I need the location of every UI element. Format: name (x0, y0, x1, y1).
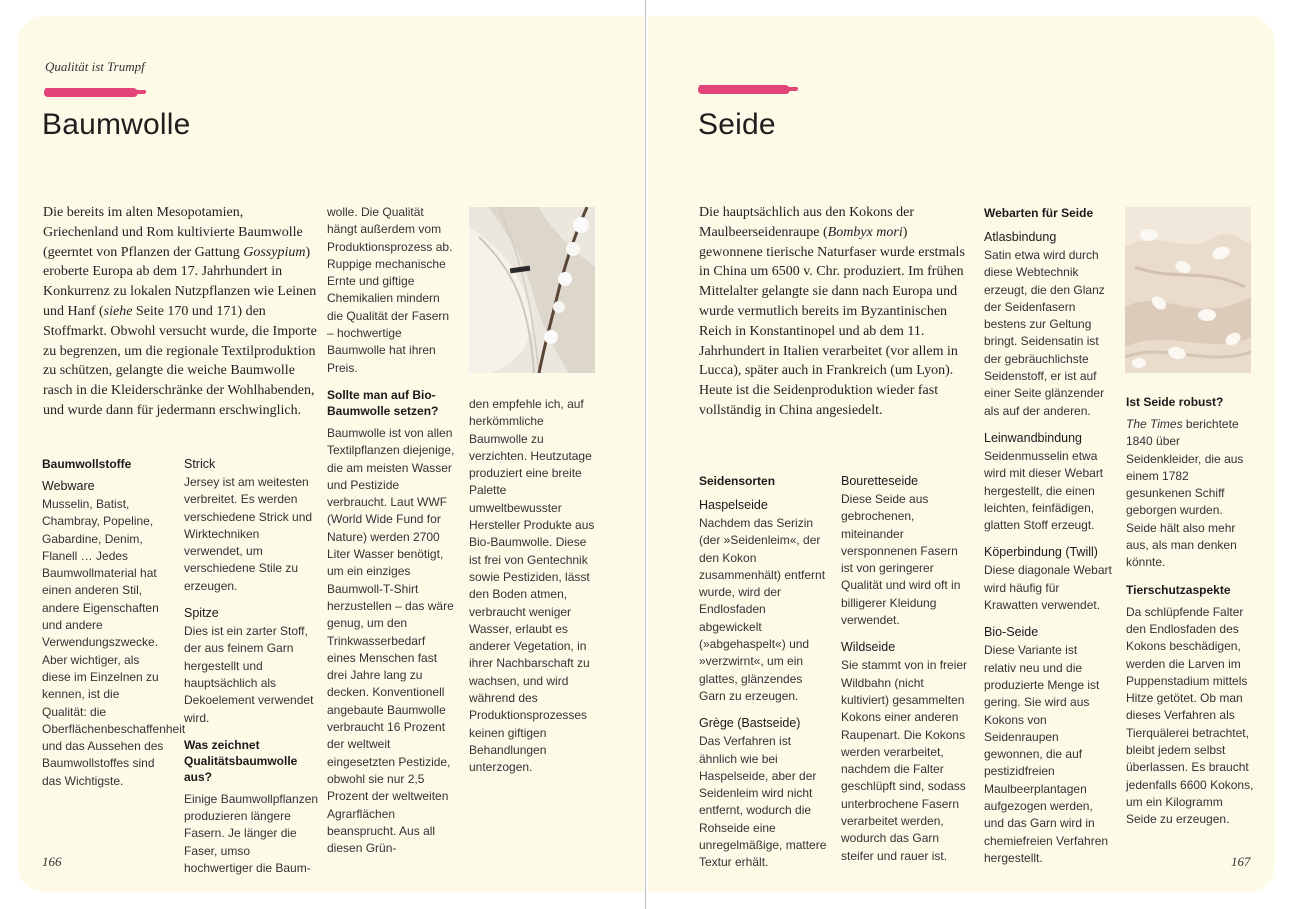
strick-text: Jersey ist am weitesten verbreitet. Es werden verschiedene Strick und Wirktechniken verwendet, um verschiedene Stile zu erzeugen. (184, 475, 313, 593)
baumwolle-intro: Die bereits im alten Mesopotamien, Griechenland und Rom kultivierte Baumwolle (geerntet von Pflanzen der Gattung Gossypium) eroberte Europa ab dem 17. Jahrhundert in Konkurrenz zu lokalen Nutzpflanzen wie Leinen und Hanf (siehe Seite 170 und 171) den Stoffmarkt. Obwohl versucht wurde, die Importe zu begrenzen, um die regionale Textilproduktion zu schützen, gelangte die weiche Baumwolle rasch in die Kleiderschränke der Wohlhabenden, und wurde dann für jedermann erschwinglich. (43, 205, 317, 418)
wildseide-heading: Wildseide (841, 640, 896, 655)
qualitaet-heading: Was zeichnet Qualitätsbaumwolle aus? (184, 737, 298, 784)
baumwollstoffe-heading: Baumwollstoffe (42, 457, 132, 471)
bouretteseide-text: Diese Seide aus gebrochenen, miteinander versponnenen Fasern ist von geringerer Qualität und wird oft in billigerer Kleidung verwendet. (841, 492, 961, 628)
seide-robust-heading: Ist Seide robust? (1126, 395, 1224, 409)
bio-baumwolle-column (327, 204, 455, 867)
bio-seide-heading: Bio-Seide (984, 625, 1039, 640)
seide-title: Seide (698, 108, 776, 141)
tierschutz-text: Da schlüpfende Falter den Endlosfaden des Kokons beschädigen, werden die Larven im Puppenstadium mittels Hitze getötet. Ob man dieses Verfahren als Tierquälerei betrachtet, bleibt jedem selbst überlassen. Es braucht jedenfalls 6600 Kokons, um ein Kilogramm Seide zu erzeugen. (1126, 604, 1254, 827)
pink-brush-stroke-left (43, 88, 139, 97)
bio-baumwolle-continued-column (469, 396, 597, 787)
koeperbindung-heading: Köperbindung (Twill) (984, 545, 1098, 560)
qualitaet-text: Einige Baumwollpflanzen produzieren längere Fasern. Je länger die Faser, umso hochwertiger die Baum- (184, 791, 319, 876)
spitze-text: Dies ist ein zarter Stoff, der aus feinem Garn hergestellt und hauptsächlich als Dekoelement verwendet wird. (184, 624, 314, 725)
baumwolle-title: Baumwolle (42, 108, 191, 141)
leinwandbindung-heading: Leinwandbindung (984, 430, 1083, 445)
haspelseide-heading: Haspelseide (699, 498, 768, 512)
grege-heading: Grège (Bastseide) (699, 716, 801, 731)
silk-cocoons-image (1125, 207, 1251, 373)
tierschutz-heading: Tierschutzaspekte (1126, 582, 1231, 597)
pink-brush-stroke-right (697, 85, 791, 94)
qualitaet-continued-text: wolle. Die Qualität hängt außerdem vom Produktionsprozess ab. Ruppige mechanische Ernte und giftige Chemikalien mindern die Qualität der Fasern – hochwertige Baumwolle hat ihren Preis. (327, 205, 453, 375)
bio-baumwolle-continued-text: den empfehle ich, auf herkömmliche Baumwolle zu verzichten. Heutzutage produziert eine breite Palette umweltbewusster Hersteller Produkte aus Bio-Baumwolle. Diese ist frei von Gentechnik sowie Pestiziden, lässt den Boden atmen, verbraucht weniger Wasser, erlaubt es anderer Vegetation, in ihrer Nachbarschaft zu wachsen, und wird während des Produktionsprozesses keinen giftigen Behandlungen unterzogen. (469, 397, 595, 775)
webarten-column (984, 205, 1112, 877)
seidensorten-heading: Seidensorten (699, 474, 776, 488)
webware-text: Musselin, Batist, Chambray, Popeline, Gabardine, Denim, Flanell … Jedes Baumwollmaterial hat einen anderen Stil, andere Eigenschaften und andere Verwendungszwecke. Aber wichtiger, als diese im Einzelnen zu kennen, ist die Qualität: die Oberflächenbeschaffenheit und das Aussehen des Baumwollstoffes sind das Wichtigste. (42, 497, 186, 788)
wildseide-text: Sie stammt von in freier Wildbahn (nicht kultiviert) gesammelten Kokons einer anderen Raupenart. Die Kokons werden verarbeitet, nachdem die Falter geschlüpft sind, sodass unterbrochene Fasern verarbeitet werden, wodurch das Garn steifer und rauer ist. (841, 658, 968, 863)
seide-robust-column (1126, 394, 1256, 839)
bouretteseide-heading: Bouretteseide (841, 474, 919, 488)
seide-robust-text: The Times berichtete 1840 über Seidenkleider, die aus einem 1782 gesunkenen Schiff geborgen wurden. Seide hält also mehr aus, als man denken könnte. (1126, 417, 1244, 570)
seidensorten-column (699, 473, 827, 882)
bio-baumwolle-heading: Sollte man auf Bio-Baumwolle setzen? (327, 387, 439, 418)
cotton-shirt-photo (469, 207, 595, 373)
grege-text: Das Verfahren ist ähnlich wie bei Haspelseide, aber der Seidenleim wird nicht entfernt, wodurch die Rohseide eine unregelmäßige, mattere Textur erhält. (699, 734, 827, 870)
strick-heading: Strick (184, 457, 216, 471)
haspelseide-text: Nachdem das Serizin (der »Seidenleim«, der den Kokon zusammenhält) entfernt wurde, wird der Endlosfaden abgewickelt (»abgehaspelt«) und »verzwirnt«, um ein glattes, glänzendes Garn zu erzeugen. (699, 516, 826, 703)
book-gutter (645, 0, 646, 909)
spitze-heading: Spitze (184, 606, 219, 621)
leinwandbindung-text: Seidenmusselin etwa wird mit dieser Webart hergestellt, die einen leichten, feinfädigen, glatten Stoff erzeugt. (984, 448, 1104, 533)
page-number-left: 166 (42, 854, 62, 869)
bio-seide-text: Diese Variante ist relativ neu und die produzierte Menge ist gering. Sie wird aus Kokons von Seidenraupen gewonnen, die auf pestizidfreien Maulbeerplantagen aufgezogen werden, und das Garn wird in chemiefreien Verfahren hergestellt. (984, 643, 1109, 865)
silk-cocoons-photo (1125, 207, 1251, 373)
page-number-right: 167 (1231, 854, 1251, 869)
webarten-heading: Webarten für Seide (984, 206, 1094, 220)
bouretteseide-column (841, 473, 971, 875)
seide-intro: Die hauptsächlich aus den Kokons der Maulbeerseidenraupe (Bombyx mori) gewonnene tierische Naturfaser wurde erstmals in China um 6500 v. Chr. produziert. Im frühen Mittelalter gelangte sie dann nach Europa und wurde vermutlich bereits im Byzantinischen Reich in Konstantinopel und ab dem 11. Jahrhundert in Italien verarbeitet (vor allem in Lucca), später auch in Frankreich (um Lyon). Heute ist die Seidenproduktion wieder fast vollständig in China angesiedelt. (699, 205, 965, 418)
atlasbindung-text: Satin etwa wird durch diese Webtechnik erzeugt, die den Glanz der Seidenfasern bestens zur Geltung bringt. Seidensatin ist der gebräuchlichste Seidenstoff, er ist auf einer Seite glänzender als auf der anderen. (984, 248, 1105, 418)
strick-column (184, 456, 319, 887)
webware-heading: Webware (42, 479, 95, 493)
koeperbindung-text: Diese diagonale Webart wird häufig für Krawatten verwendet. (984, 563, 1112, 613)
cotton-shirt-image (469, 207, 595, 373)
running-head: Qualität ist Trumpf (45, 59, 145, 74)
baumwollstoffe-column (42, 456, 186, 800)
atlasbindung-heading: Atlasbindung (984, 230, 1057, 244)
bio-baumwolle-text: Baumwolle ist von allen Textilpflanzen diejenige, die am meisten Wasser und Pestizide verbraucht. Laut WWF (World Wide Fund for Nature) werden 2700 Liter Wasser benötigt, um ein einziges Baumwoll-T-Shirt herzustellen – das wäre genug, um den Trinkwasserbedarf eines Menschen fast drei Jahre lang zu decken. Konventionell angebaute Baumwolle verbraucht 16 Prozent der weltweit eingesetzten Pestizide, obwohl sie nur 2,5 Prozent der weltweiten Agrarflächen beansprucht. Aus all diesen Grün- (327, 425, 455, 856)
